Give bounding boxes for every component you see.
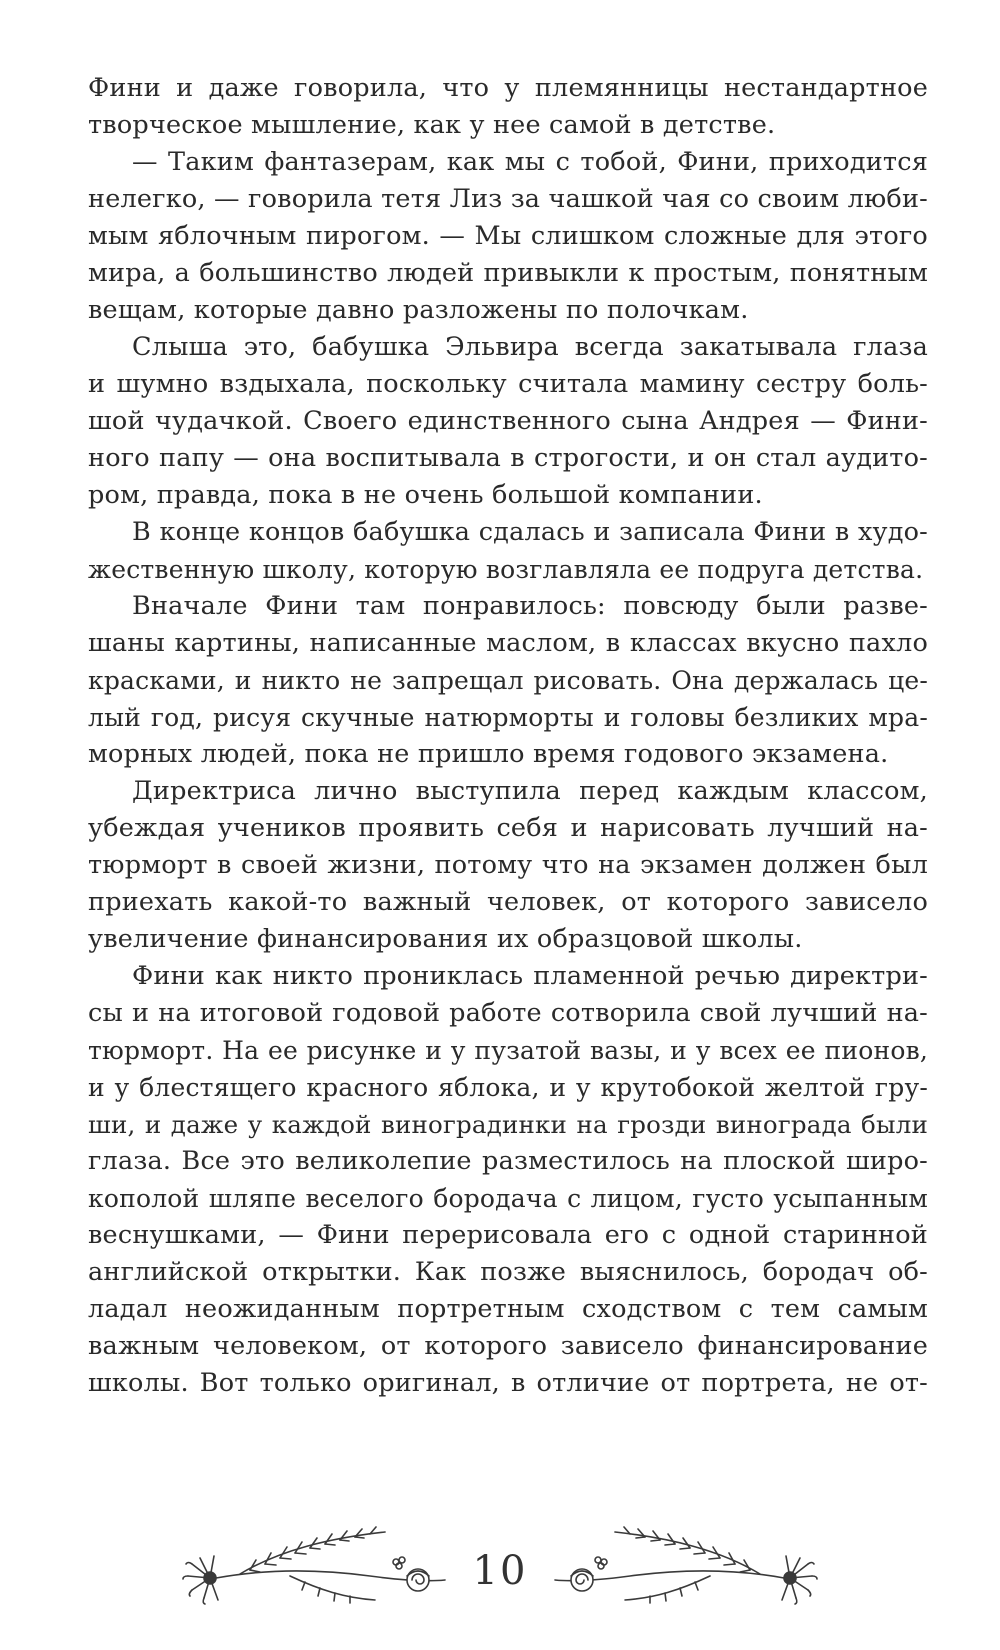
text-line: глаза. Все это великолепие разместилось на плоской широ- (88, 1146, 928, 1176)
text-line: ши, и даже у каждой виноградинки на грозди винограда были (88, 1110, 928, 1139)
text-line: Слыша это, бабушка Эльвира всегда закатывала глаза (132, 332, 928, 362)
text-line: красками, и никто не запрещал рисовать. Она держалась це- (88, 666, 928, 695)
text-line: мым яблочным пирогом. — Мы слишком сложные для этого (88, 221, 928, 251)
text-line: тюрморт в своей жизни, потому что на экзамен должен был (88, 850, 928, 880)
text-line: ром, правда, пока в не очень большой компании. (88, 480, 763, 510)
text-line: Фини и даже говорила, что у племянницы нестандартное (88, 73, 928, 103)
text-line: школы. Вот только оригинал, в отличие от портрета, не от- (88, 1368, 928, 1398)
text-line: увеличение финансирования их образцовой школы. (88, 924, 803, 954)
text-line: — Таким фантазерам, как мы с тобой, Фини, приходится (132, 147, 928, 177)
text-line: Вначале Фини там понравилось: повсюду были разве- (132, 591, 928, 621)
text-line: Фини как никто прониклась пламенной речью директри- (132, 961, 928, 991)
text-line: ного папу — она воспитывала в строгости, и он стал аудито- (88, 443, 928, 473)
page-footer (170, 1520, 830, 1620)
text-line: Директриса лично выступила перед каждым классом, (132, 776, 928, 806)
text-line: лый год, рисуя скучные натюрморты и головы безликих мра- (88, 703, 928, 732)
clover-icon (595, 1557, 607, 1569)
text-line: мира, а большинство людей привыкли к простым, понятным (88, 258, 928, 288)
text-line: шой чудачкой. Своего единственного сына Андрея — Фини- (88, 406, 928, 436)
text-line: приехать какой-то важный человек, от которого зависело (88, 887, 928, 917)
page-number: 10 (472, 1548, 528, 1594)
text-line: кополой шляпе веселого бородача с лицом, густо усыпанным (88, 1184, 928, 1213)
text-line: и у блестящего красного яблока, и у крутобокой желтой гру- (88, 1073, 928, 1102)
text-line: вещам, которые давно разложены по полочкам. (88, 295, 749, 325)
text-line: убеждая учеников проявить себя и нарисовать лучший на- (88, 813, 928, 843)
text-line: веснушками, — Фини перерисовала его с одной старинной (88, 1220, 928, 1250)
text-line: и шумно вздыхала, поскольку считала мамину сестру боль- (88, 369, 928, 399)
text-line: английской открытки. Как позже выяснилось, бородач об- (88, 1257, 928, 1287)
floral-ornament-icon (550, 1520, 830, 1620)
text-line: морных людей, пока не пришло время годового экзамена. (88, 739, 889, 769)
text-line: творческое мышление, как у нее самой в детстве. (88, 110, 776, 140)
spiky-flower-icon (782, 1556, 817, 1604)
text-line: В конце концов бабушка сдалась и записала Фини в худо- (132, 517, 928, 547)
text-line: важным человеком, от которого зависело финансирование (88, 1331, 928, 1361)
body-text (88, 70, 928, 1402)
rose-icon (571, 1569, 593, 1591)
text-line: нелегко, — говорила тетя Лиз за чашкой чая со своим люби- (88, 184, 928, 214)
text-line: жественную школу, которую возглавляла ее подруга детства. (88, 555, 924, 584)
text-line: тюрморт. На ее рисунке и у пузатой вазы, и у всех ее пионов, (88, 1036, 928, 1065)
text-line: шаны картины, написанные маслом, в классах вкусно пахло (88, 628, 928, 658)
text-line: ладал неожиданным портретным сходством с тем самым (88, 1294, 928, 1324)
text-line: сы и на итоговой годовой работе сотворила свой лучший на- (88, 998, 928, 1028)
